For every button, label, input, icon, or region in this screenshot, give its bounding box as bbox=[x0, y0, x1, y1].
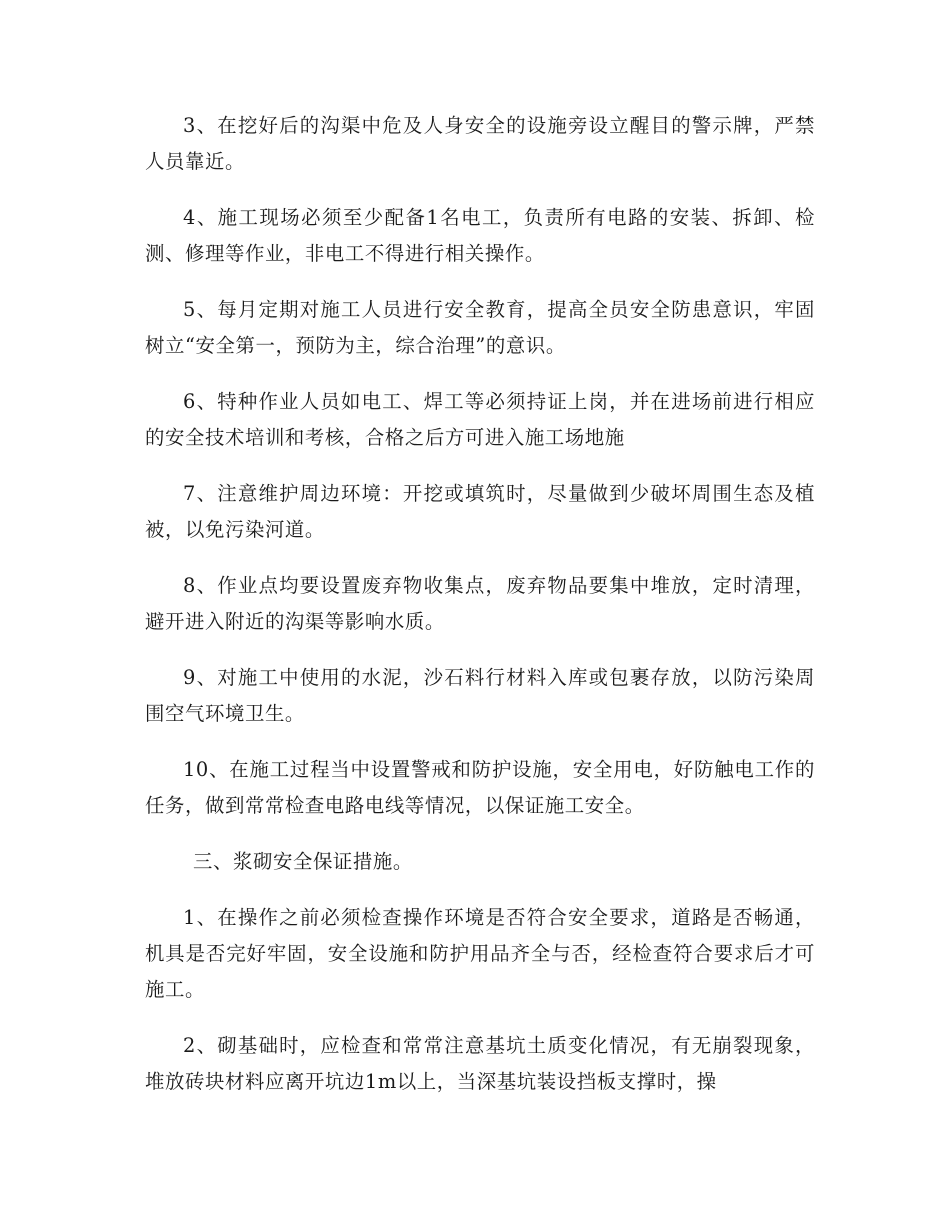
paragraph-item-8: 8、作业点均要设置废弃物收集点，废弃物品要集中堆放，定时清理，避开进入附近的沟渠等影响水质。 bbox=[145, 574, 815, 633]
paragraph-item-1: 1、在操作之前必须检查操作环境是否符合安全要求，道路是否畅通，机具是否完好牢固，安全设施和防护用品齐全与否，经检查符合要求后才可施工。 bbox=[145, 906, 815, 1001]
paragraph-item-5: 5、每月定期对施工人员进行安全教育，提高全员安全防患意识，牢固树立“安全第一，预防为主，综合治理”的意识。 bbox=[145, 298, 815, 357]
document-body bbox=[145, 108, 815, 1120]
paragraph-item-4: 4、施工现场必须至少配备1名电工，负责所有电路的安装、拆卸、检测、修理等作业，非电工不得进行相关操作。 bbox=[145, 206, 815, 265]
paragraph-item-3: 3、在挖好后的沟渠中危及人身安全的设施旁设立醒目的警示牌，严禁人员靠近。 bbox=[145, 114, 815, 173]
paragraph-item-9: 9、对施工中使用的水泥，沙石料行材料入库或包裹存放，以防污染周围空气环境卫生。 bbox=[145, 666, 815, 725]
section-heading: 三、浆砌安全保证措施。 bbox=[193, 850, 413, 873]
paragraph-item-6: 6、特种作业人员如电工、焊工等必须持证上岗，并在进场前进行相应的安全技术培训和考核，合格之后方可进入施工场地施 bbox=[145, 390, 815, 449]
paragraph-item-10: 10、在施工过程当中设置警戒和防护设施，安全用电，好防触电工作的任务，做到常常检查电路电线等情况，以保证施工安全。 bbox=[145, 758, 815, 817]
paragraph-item-7: 7、注意维护周边环境：开挖或填筑时，尽量做到少破坏周围生态及植被，以免污染河道。 bbox=[145, 482, 815, 541]
paragraph-item-2: 2、砌基础时，应检查和常常注意基坑土质变化情况，有无崩裂现象，堆放砖块材料应离开坑边1m以上，当深基坑装设挡板支撑时，操 bbox=[145, 1034, 815, 1093]
